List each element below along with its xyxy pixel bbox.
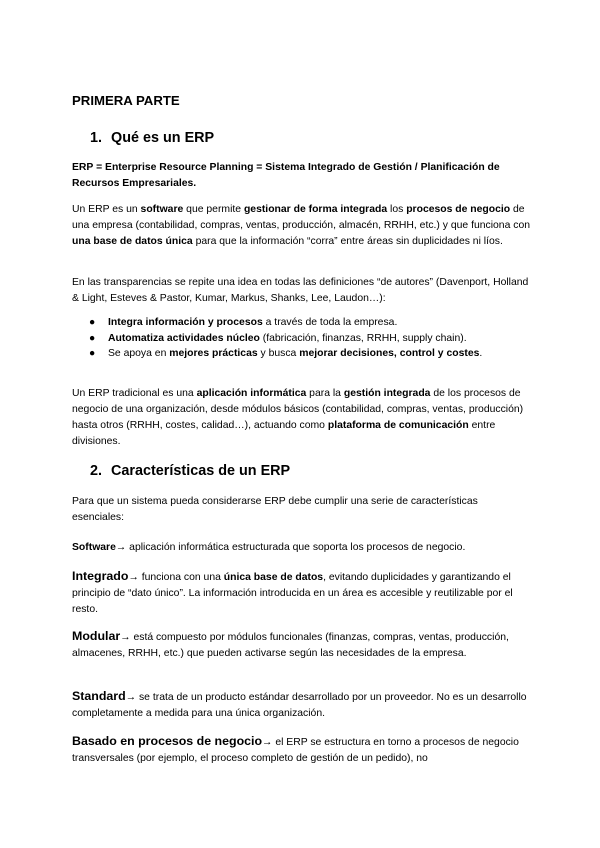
erp-paragraph-1: Un ERP es un software que permite gestionar de forma integrada los procesos de negocio de una empresa (contabilidad, compras, ventas, producción, almacén, RRHH, etc.) y que funciona con una base de datos única para que la información “corra” entre áreas sin duplicidades ni líos.	[72, 204, 530, 247]
section2-number: 2.	[90, 463, 103, 479]
list-item: ● Automatiza actividades núcleo (fabricación, finanzas, RRHH, supply chain).	[72, 331, 532, 347]
section2-heading	[90, 463, 290, 479]
erp-paragraph-2: En las transparencias se repite una idea en todas las definiciones “de autores” (Davenport, Holland & Light, Esteves & Pastor, Kumar, Markus, Shanks, Lee, Laudon…):	[72, 277, 529, 304]
section1-heading	[90, 130, 214, 146]
arrow-icon: →	[262, 737, 273, 748]
bullet-icon: ●	[89, 317, 96, 328]
arrow-icon: →	[115, 542, 127, 553]
characteristics-intro: Para que un sistema pueda considerarse ERP debe cumplir una serie de características esenciales:	[72, 496, 478, 523]
term-label: Basado en procesos de negocio	[72, 734, 263, 748]
section1-number: 1.	[90, 130, 103, 146]
characteristic-integrado: Integrado→ funciona con una única base de datos, evitando duplicidades y garantizando el principio de “dato único”. La información introducida en un área es accesible y reutilizable por el resto.	[72, 569, 513, 615]
part-title: PRIMERA PARTE	[72, 93, 180, 108]
characteristic-procesos: Basado en procesos de negocio→ el ERP se estructura en torno a procesos de negocio transversales (por ejemplo, el proceso completo de gestión de un pedido), no	[72, 734, 519, 764]
section1-title: Qué es un ERP	[111, 130, 215, 146]
term-label: Standard	[72, 689, 126, 703]
term-label: Integrado	[72, 569, 129, 583]
arrow-icon: →	[125, 692, 137, 703]
bullet-icon: ●	[89, 348, 96, 359]
arrow-icon: →	[128, 572, 139, 583]
arrow-icon: →	[120, 632, 131, 643]
list-item: ● Integra información y procesos a través de toda la empresa.	[72, 315, 532, 331]
characteristic-software: Software→ aplicación informática estructurada que soporta los procesos de negocio.	[72, 542, 466, 553]
definition-bullet-list	[72, 315, 532, 362]
erp-paragraph-3: Un ERP tradicional es una aplicación informática para la gestión integrada de los procesos de negocio de una organización, desde módulos básicos (contabilidad, compras, ventas, producción) hasta otros (RRHH, costes, calidad…), actuando como plataforma de comunicación entre divisiones.	[72, 388, 524, 447]
characteristic-modular: Modular→ está compuesto por módulos funcionales (finanzas, compras, ventas, producción, almacenes, RRHH, etc.) que pueden activarse según las necesidades de la empresa.	[72, 629, 509, 659]
list-item: ● Se apoya en mejores prácticas y busca mejorar decisiones, control y costes.	[72, 346, 532, 362]
term-label: Modular	[72, 629, 121, 643]
section2-title: Características de un ERP	[111, 463, 291, 479]
characteristic-standard: Standard→ se trata de un producto estándar desarrollado por un proveedor. No es un desarrollo completamente a medida para una única organización.	[72, 689, 527, 719]
term-label: Software	[72, 542, 116, 553]
bullet-icon: ●	[89, 332, 96, 344]
erp-definition: ERP = Enterprise Resource Planning = Sistema Integrado de Gestión / Planificación de Recursos Empresariales.	[72, 162, 500, 189]
